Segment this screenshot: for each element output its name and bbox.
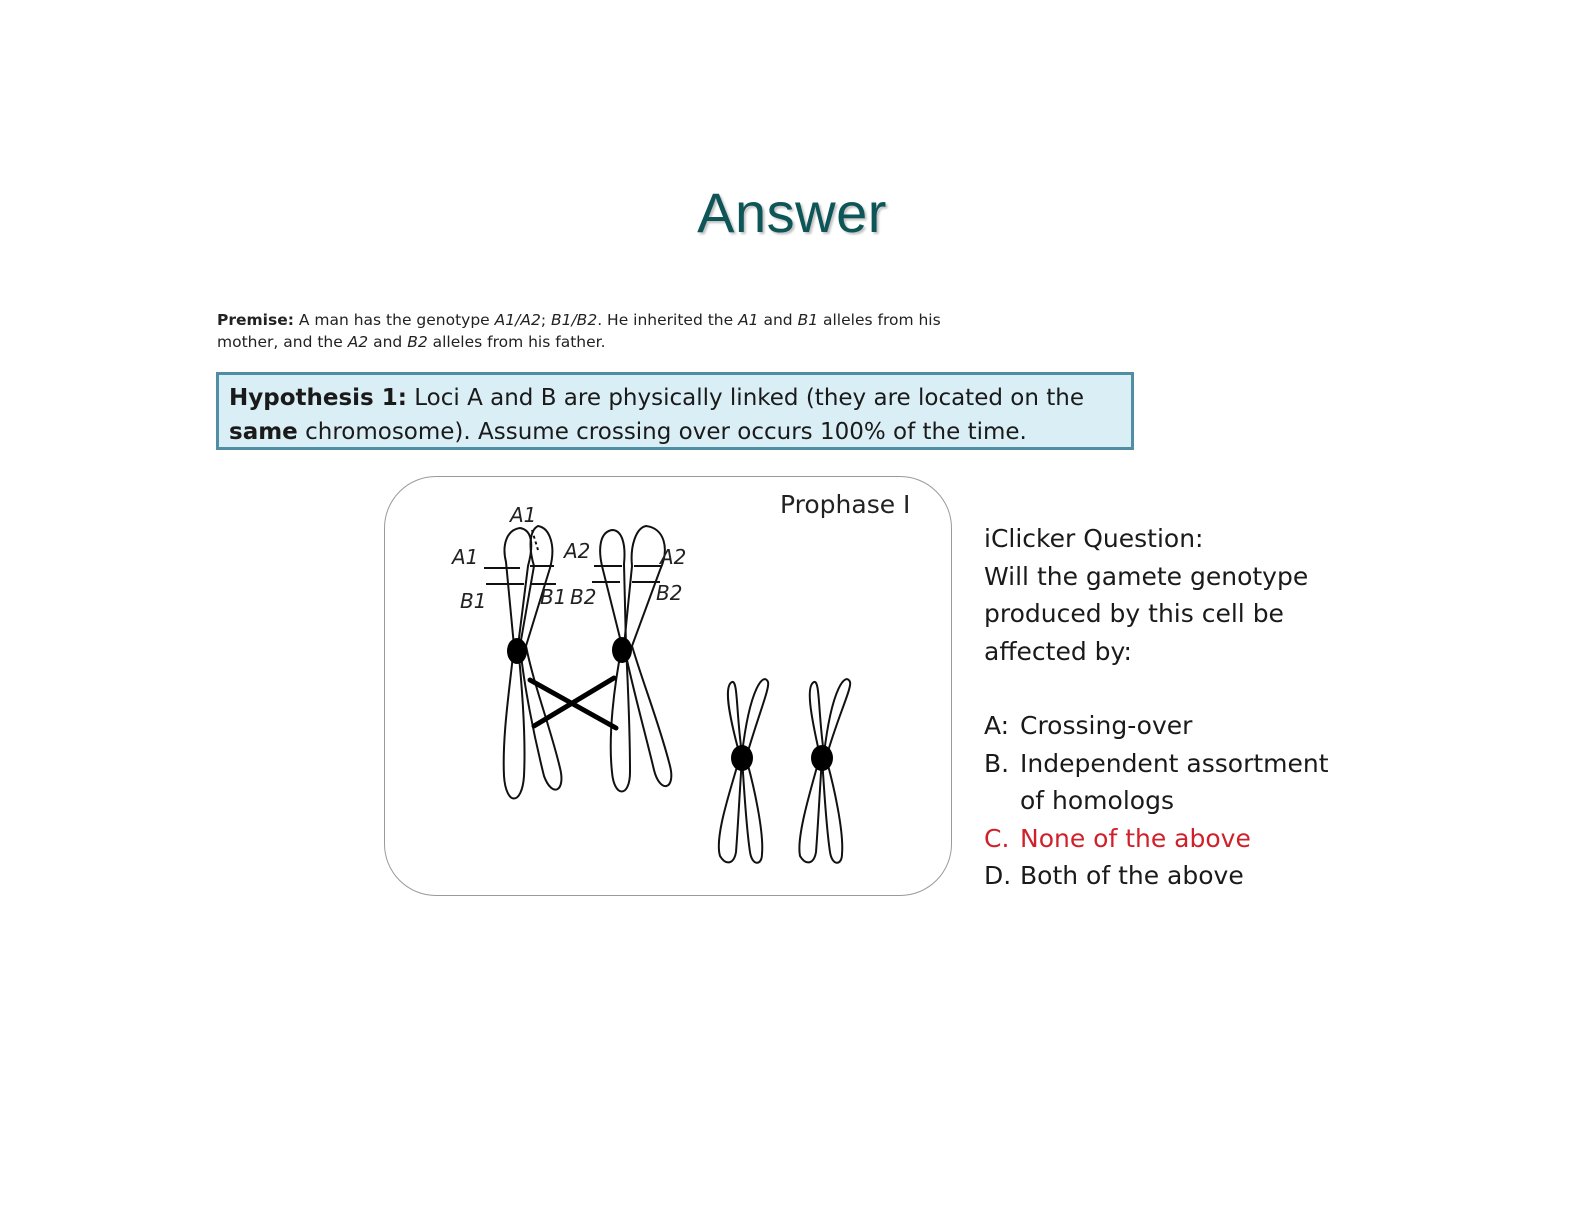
- premise-fragment: A man has the genotype: [293, 311, 495, 329]
- centromere-small-1: [731, 745, 753, 771]
- option-c-correct: [984, 820, 1414, 858]
- option-text: Crossing-over: [1020, 711, 1193, 740]
- label-b1-mid: B1: [540, 585, 567, 609]
- label-b2-mid: B2: [570, 585, 597, 609]
- option-text: Independent assortment: [1020, 748, 1329, 778]
- premise-fragment: ;: [540, 311, 551, 329]
- hypothesis-label: Hypothesis 1:: [229, 385, 407, 411]
- label-a1-left: A1: [452, 545, 479, 569]
- option-text: None of the above: [1020, 823, 1251, 853]
- premise-fragment: alleles from his father.: [427, 333, 606, 351]
- genotype-b: B1/B2: [550, 311, 598, 329]
- slide-title: Answer: [697, 181, 887, 244]
- allele-a1: A1: [738, 311, 759, 329]
- label-a2-right: A2: [660, 545, 687, 569]
- iclicker-question: [984, 520, 1404, 670]
- option-a: [984, 707, 1414, 745]
- premise-label: Premise:: [217, 311, 294, 329]
- small-chromosome-2: [799, 679, 850, 863]
- chromosome-diagram: [384, 476, 952, 896]
- option-d: [984, 857, 1414, 895]
- allele-a2: A2: [347, 333, 369, 351]
- answer-options: [984, 707, 1414, 895]
- option-letter: D.: [984, 861, 1012, 890]
- option-letter: A:: [984, 711, 1010, 740]
- hypothesis-fragment: chromosome). Assume crossing over occurs 100% of the time.: [297, 419, 1027, 445]
- allele-b1: B1: [797, 311, 819, 329]
- label-b1-left: B1: [460, 589, 487, 613]
- question-line: iClicker Question:: [984, 524, 1204, 553]
- hypothesis-fragment: Loci A and B are physically linked (they are located on the: [406, 385, 1084, 411]
- premise-fragment: . He inherited the: [597, 311, 739, 329]
- centromere-right: [612, 637, 632, 663]
- centromere-small-2: [811, 745, 833, 771]
- option-letter: B.: [984, 748, 1010, 778]
- option-text: of homologs: [1020, 786, 1174, 815]
- centromere-left: [507, 638, 527, 664]
- option-text: Both of the above: [1020, 861, 1244, 890]
- hypothesis-emphasis: same: [229, 419, 298, 445]
- genotype-a: A1/A2: [494, 311, 541, 329]
- question-line: Will the gamete genotype: [984, 561, 1309, 591]
- stage-label: Prophase I: [780, 490, 911, 519]
- premise-fragment: and: [758, 311, 798, 329]
- label-b2-right: B2: [656, 581, 683, 605]
- question-line: produced by this cell be: [984, 599, 1284, 628]
- question-line: affected by:: [984, 636, 1132, 666]
- premise-text: [217, 309, 977, 353]
- hypothesis-box: [216, 372, 1134, 450]
- label-a1-top: A1: [510, 503, 537, 527]
- premise-fragment: and: [368, 333, 408, 351]
- option-b: [984, 745, 1414, 783]
- allele-b2: B2: [407, 333, 428, 351]
- option-letter: C.: [984, 823, 1010, 853]
- small-chromosome-1: [719, 679, 768, 863]
- premise-fragment: alleles from his mother, and the: [217, 311, 941, 351]
- option-b-continuation: [984, 782, 1414, 820]
- label-a2-mid: A2: [564, 539, 591, 563]
